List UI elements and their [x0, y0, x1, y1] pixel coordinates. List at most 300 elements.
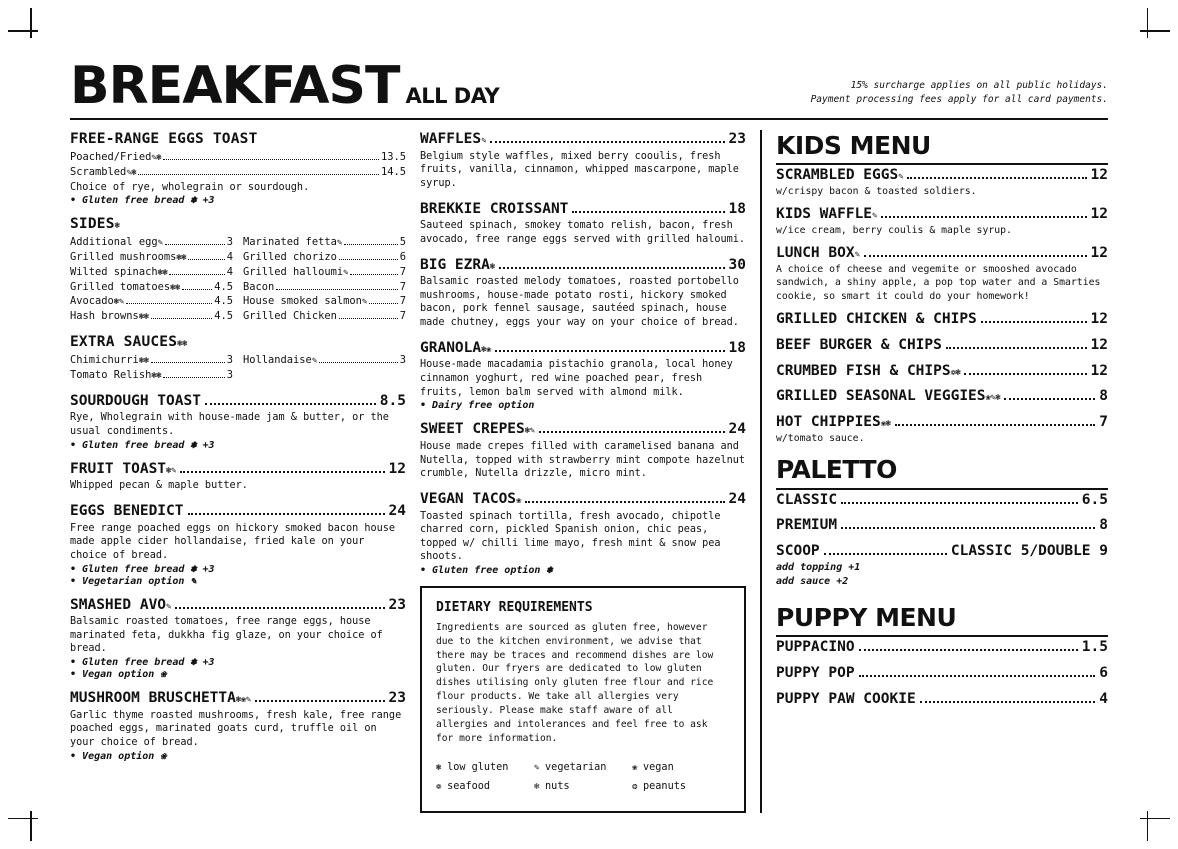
page-title: BREAKFAST — [70, 56, 400, 116]
section-title: SWEET CREPES — [420, 421, 525, 438]
section-title — [70, 215, 406, 233]
dietary-icons: ✎❃ — [126, 167, 137, 178]
section-heading-row — [70, 392, 406, 411]
legend-label: low gluten — [447, 761, 509, 773]
dietary-icons: ❀ — [516, 495, 521, 506]
menu-item-row — [70, 353, 233, 368]
paletto-item — [776, 542, 1108, 561]
paletto-note-sauce: add sauce +2 — [776, 575, 849, 587]
item-description: House made crepes filled with caramelised banana and Nutella, topped with strawberry mint compote hazelnut crumble, Nutella drizzle, micro mint. — [420, 440, 746, 480]
dietary-icons: ❃✎ — [113, 297, 124, 308]
section-heading-row — [776, 362, 1108, 381]
item-name: PUPPACINO — [776, 639, 855, 656]
leader-dots — [525, 501, 725, 503]
item-name: CLASSIC — [776, 491, 838, 508]
item-price: 7 — [399, 295, 406, 308]
item-price: 7 — [399, 280, 406, 293]
item-option: • Gluten free bread ❃ +3 — [70, 195, 406, 206]
item-name: SCRAMBLED EGGS — [776, 167, 899, 184]
kids-item — [776, 413, 1108, 445]
section-heading-row — [420, 256, 746, 275]
dietary-icons: ✎ — [157, 238, 163, 249]
dietary-requirements-box — [420, 586, 746, 813]
section-title: BREKKIE CROISSANT — [420, 200, 569, 217]
section-heading-row — [776, 205, 1108, 224]
column-three — [760, 130, 1108, 813]
dietary-icons: ✎ — [166, 601, 171, 612]
item-price: 7 — [399, 265, 406, 278]
item-description: Whipped pecan & maple butter. — [70, 480, 248, 492]
sauces-left — [70, 353, 233, 383]
kids-item — [776, 310, 1108, 329]
card-fee-note: Payment processing fees apply for all card payments. — [810, 94, 1108, 106]
item-name: Grilled mushrooms — [70, 251, 177, 264]
section-title-text: SIDES — [70, 216, 115, 233]
item-description: Choice of rye, wholegrain or sourdough. — [70, 181, 310, 193]
item-name: HOT CHIPPIES — [776, 414, 881, 431]
item-name: Scrambled — [70, 165, 127, 178]
item-name: PUPPY POP — [776, 665, 855, 682]
menu-item-row — [70, 294, 233, 309]
header-divider — [70, 118, 1108, 120]
dietary-icons: ❃ — [114, 221, 120, 232]
leader-dots — [151, 362, 225, 363]
kids-menu-title: KIDS MENU — [776, 130, 1108, 165]
menu-item-row — [70, 280, 233, 295]
leader-dots — [350, 274, 398, 275]
item-description: Balsamic roasted melody tomatoes, roasted portobello mushrooms, house-made potato rosti, hickory smoked bacon, pork fennel sausage, sautéed spinach, house made chutney, eggs your way on your choice of bread. — [420, 276, 739, 329]
menu-item-row — [70, 150, 406, 165]
item-description: w/crispy bacon & toasted soldiers. — [776, 186, 977, 198]
section-title-text: EXTRA SAUCES — [70, 333, 178, 350]
low-gluten-icon: ❃ — [436, 762, 441, 773]
leader-dots — [165, 244, 225, 245]
item-price: 4 — [226, 265, 233, 278]
dietary-icons: ✎ — [898, 172, 904, 183]
column-two — [420, 130, 760, 813]
section-title: FREE-RANGE EGGS TOAST — [70, 131, 258, 147]
dietary-title: DIETARY REQUIREMENTS — [436, 599, 593, 615]
section-smashed-avo — [70, 596, 406, 681]
puppy-item — [776, 664, 1108, 683]
section-heading-row — [776, 413, 1108, 432]
section-sides — [70, 215, 406, 324]
item-description: w/tomato sauce. — [776, 433, 865, 445]
kids-item — [776, 205, 1108, 237]
item-name: House smoked salmon — [243, 295, 362, 308]
paletto-note-topping: add topping +1 — [776, 562, 861, 574]
item-description: A choice of cheese and vegemite or smooshed avocado sandwich, a shiny apple, a pop top water and a Smarties cookie, so smart it could do your homework! — [776, 264, 1101, 302]
item-option: • Vegetarian option ✎ — [70, 576, 406, 587]
kids-item — [776, 362, 1108, 381]
leader-dots — [495, 350, 725, 352]
crop-mark-bottom-left-horizontal — [8, 818, 38, 820]
item-price: 1.5 — [1081, 639, 1108, 656]
section-title: WAFFLES — [420, 131, 482, 147]
leader-dots — [151, 318, 213, 319]
item-price: 3 — [399, 354, 406, 367]
section-heading-row — [776, 244, 1108, 263]
leader-dots — [539, 431, 725, 433]
item-price: 18 — [728, 339, 746, 356]
item-description: Balsamic roasted tomatoes, free range eggs, house marinated feta, dukkha fig glaze, on your choice of bread. — [70, 616, 383, 655]
item-name: GRILLED SEASONAL VEGGIES — [776, 388, 986, 405]
legend-item — [632, 777, 730, 796]
item-option: • Gluten free bread ❃ +3 — [70, 440, 406, 451]
item-name: Poached/Fried — [70, 151, 152, 164]
item-description: w/ice cream, berry coulis & maple syrup. — [776, 225, 1012, 237]
section-heading-row — [776, 542, 1108, 561]
leader-dots — [180, 471, 385, 473]
dietary-icons: ❃✎ — [524, 426, 535, 437]
menu-item-row — [70, 165, 406, 180]
paletto-item — [776, 491, 1108, 510]
dietary-icons: ❃❃ — [177, 338, 188, 349]
kids-item — [776, 166, 1108, 198]
leader-dots — [490, 141, 725, 143]
dietary-body: Ingredients are sourced as gluten free, however due to the kitchen environment, we advise that there may be traces and recommend dishes are low gluten. Our fryers are dedicated to low gluten dishes utilising only gluten free flour and rice flour products. We take all allergies very seriously. Please make staff aware of all allergies and intolerances and feel free to ask for more information. — [436, 621, 714, 744]
menu-item-row — [243, 294, 406, 309]
item-option: • Gluten free option ❃ — [420, 565, 746, 576]
puppy-item — [776, 690, 1108, 709]
leader-dots — [339, 318, 398, 319]
legend-item — [534, 777, 632, 796]
item-option: • Vegan option ❀ — [70, 751, 406, 762]
leader-dots — [895, 424, 1096, 426]
section-title: SMASHED AVO — [70, 596, 167, 613]
section-heading-row — [776, 491, 1108, 510]
page-subtitle: ALL DAY — [405, 84, 500, 108]
item-price: 4 — [226, 251, 233, 264]
section-paletto — [776, 454, 1108, 588]
menu-item-row — [70, 235, 233, 250]
item-price: 30 — [728, 256, 746, 273]
menu-item-row — [243, 353, 406, 368]
section-heading-row — [420, 490, 746, 509]
puppy-item — [776, 638, 1108, 657]
leader-dots — [841, 502, 1078, 504]
section-waffles — [420, 130, 746, 191]
sides-left — [70, 235, 233, 324]
dietary-icons: ✎ — [343, 267, 349, 278]
item-price: 4.5 — [214, 280, 233, 293]
menu-page — [70, 56, 1108, 813]
section-heading-row — [776, 516, 1108, 535]
menu-item-row — [243, 280, 406, 295]
dietary-icons: ✎ — [854, 250, 860, 261]
item-price: 4 — [1099, 691, 1108, 708]
dietary-icons: ❃❃ — [138, 312, 149, 323]
item-name: Hollandaise — [243, 354, 312, 367]
crop-mark-bottom-right-horizontal — [1140, 818, 1170, 820]
legend-label: vegetarian — [545, 761, 607, 773]
menu-item-row — [243, 309, 406, 324]
item-price: 18 — [728, 200, 746, 217]
item-option: • Gluten free bread ❃ +3 — [70, 657, 406, 668]
item-price: 8.5 — [379, 392, 406, 409]
item-price: 6 — [1099, 665, 1108, 682]
section-heading-row — [420, 420, 746, 439]
section-heading-row — [776, 166, 1108, 185]
menu-item-row — [70, 368, 233, 383]
section-mushroom-bruschetta — [70, 689, 406, 762]
legend-label: nuts — [545, 781, 570, 793]
section-granola — [420, 339, 746, 412]
menu-item-row — [70, 309, 233, 324]
item-price: 3 — [226, 236, 233, 249]
leader-dots — [841, 527, 1095, 529]
paletto-item — [776, 516, 1108, 535]
item-name: Marinated fetta — [243, 236, 337, 249]
item-description: Free range poached eggs on hickory smoked bacon house made apple cider hollandaise, fried kale on your choice of bread. — [70, 522, 396, 561]
item-name: KIDS WAFFLE — [776, 206, 873, 223]
item-name: LUNCH BOX — [776, 245, 855, 262]
legend-label: vegan — [643, 761, 674, 773]
section-big-ezra — [420, 256, 746, 330]
item-name: Grilled chorizo — [243, 251, 337, 264]
dietary-icons: ❃ — [489, 261, 495, 272]
dietary-icons: ✎ — [311, 356, 317, 367]
item-price: 3 — [226, 368, 233, 381]
leader-dots — [964, 373, 1086, 375]
crop-mark-top-right-horizontal — [1140, 30, 1170, 32]
leader-dots — [344, 244, 398, 245]
item-name: Tomato Relish — [70, 368, 152, 381]
item-price: 14.5 — [380, 165, 406, 178]
dietary-icons: ✎ — [481, 136, 487, 146]
dietary-icons: ❁❃ — [950, 367, 961, 378]
puppy-menu-title: PUPPY MENU — [776, 602, 1108, 637]
vegan-icon: ❀ — [631, 762, 637, 773]
leader-dots — [920, 701, 1096, 703]
column-one — [70, 130, 420, 813]
crop-mark-top-left-horizontal — [8, 30, 38, 32]
menu-item-row — [70, 265, 233, 280]
item-description: Toasted spinach tortilla, fresh avocado, chipotle charred corn, pickled Spanish onion, chic peas, topped w/ chilli lime mayo, fresh mint & snow pea shoots. — [420, 510, 721, 563]
title-group — [70, 56, 500, 116]
legend-label: seafood — [447, 781, 490, 793]
item-name: Grilled halloumi — [243, 265, 344, 278]
section-heading-row — [70, 689, 406, 708]
sauces-right — [243, 353, 406, 383]
section-eggs-benedict — [70, 502, 406, 587]
dietary-icons: ❀❃ — [880, 419, 891, 430]
item-option: • Dairy free option — [420, 400, 746, 411]
menu-columns — [70, 130, 1108, 813]
leader-dots — [339, 259, 398, 260]
leader-dots — [499, 267, 725, 269]
item-name: PREMIUM — [776, 517, 838, 534]
item-name: Chimichurri — [70, 354, 139, 367]
section-heading-row — [776, 690, 1108, 709]
menu-item-row — [70, 250, 233, 265]
dietary-icons: ❃✎ — [166, 465, 176, 476]
item-price: 24 — [728, 421, 746, 438]
item-price: 24 — [728, 490, 746, 507]
dietary-icons: ❃❃ — [151, 370, 162, 381]
dietary-icons: ✎ — [336, 238, 342, 249]
leader-dots — [175, 607, 385, 609]
dietary-icons: ❃❃ — [170, 282, 180, 293]
crop-mark-top-left-vertical — [30, 8, 32, 38]
item-price: 23 — [388, 596, 406, 613]
leader-dots — [319, 362, 398, 363]
section-title: GRANOLA — [420, 339, 482, 356]
leader-dots — [907, 177, 1086, 179]
dietary-icons: ❃❀ — [481, 344, 491, 355]
sides-right — [243, 235, 406, 324]
item-price: 12 — [1090, 310, 1108, 327]
item-description: Belgium style waffles, mixed berry cooulis, fresh fruits, vanilla, cinnamon, whipped mascarpone, maple syrup. — [420, 150, 739, 189]
dietary-icons: ✎❃ — [151, 153, 162, 164]
item-name: Grilled tomatoes — [70, 280, 171, 293]
section-title: FRUIT TOAST — [70, 460, 167, 477]
section-extra-sauces — [70, 333, 406, 383]
leader-dots — [946, 347, 1087, 349]
item-price: 12 — [1090, 336, 1108, 353]
item-price: 8 — [1099, 388, 1108, 405]
item-name: Wilted spinach — [70, 265, 158, 278]
leader-dots — [881, 216, 1087, 218]
leader-dots — [126, 303, 213, 304]
sides-two-columns — [70, 235, 406, 324]
item-price: 12 — [1090, 362, 1108, 379]
item-price: 3 — [226, 354, 233, 367]
menu-item-row — [243, 250, 406, 265]
menu-header — [70, 56, 1108, 116]
section-title: BIG EZRA — [420, 256, 490, 273]
dietary-icons: ❃❃ — [138, 356, 149, 367]
leader-dots — [188, 513, 385, 515]
item-price: 7 — [399, 310, 406, 323]
item-name: CRUMBED FISH & CHIPS — [776, 362, 951, 379]
item-price: CLASSIC 5/DOUBLE 9 — [950, 543, 1108, 560]
section-heading-row — [70, 596, 406, 615]
dietary-legend — [436, 758, 730, 797]
leader-dots — [824, 553, 947, 555]
item-name: Grilled Chicken — [243, 310, 337, 323]
item-price: 13.5 — [380, 151, 406, 164]
item-description: Garlic thyme roasted mushrooms, fresh kale, free range poached eggs, marinated goats curd, truffle oil on your choice of bread. — [70, 709, 402, 748]
section-title: EGGS BENEDICT — [70, 502, 184, 519]
leader-dots — [981, 321, 1087, 323]
item-description: Rye, Wholegrain with house-made jam & butter, or the usual condiments. — [70, 412, 389, 437]
item-price: 12 — [1090, 245, 1108, 262]
crop-mark-bottom-left-vertical — [30, 811, 32, 841]
dietary-icons: ✎ — [361, 297, 367, 308]
legend-label: peanuts — [643, 781, 686, 793]
item-price: 4.5 — [214, 295, 233, 308]
peanuts-icon: ❂ — [631, 782, 637, 793]
kids-item — [776, 336, 1108, 355]
leader-dots — [182, 289, 212, 290]
item-option: • Gluten free bread ❃ +3 — [70, 564, 406, 575]
section-fruit-toast — [70, 460, 406, 493]
menu-item-row — [243, 235, 406, 250]
seafood-icon: ❁ — [436, 782, 441, 793]
leader-dots — [205, 403, 376, 405]
section-heading-row — [70, 460, 406, 479]
section-title: SOURDOUGH TOAST — [70, 392, 201, 409]
sauces-two-columns — [70, 353, 406, 383]
dietary-icons: ❃❃ — [176, 253, 187, 264]
legend-item — [436, 758, 534, 777]
leader-dots — [163, 159, 379, 160]
vegetarian-icon: ✎ — [533, 762, 539, 773]
section-vegan-tacos — [420, 490, 746, 576]
section-heading-row — [776, 336, 1108, 355]
crop-mark-top-right-vertical — [1147, 8, 1149, 38]
item-price: 6.5 — [1081, 491, 1108, 508]
section-heading-row — [776, 387, 1108, 406]
nuts-icon: ❄ — [533, 782, 539, 793]
item-price: 12 — [1090, 206, 1108, 223]
section-heading-row — [776, 310, 1108, 329]
item-price: 7 — [1099, 414, 1108, 431]
section-kids-menu — [776, 130, 1108, 445]
item-price: 4.5 — [214, 310, 233, 323]
section-title: VEGAN TACOS — [420, 490, 517, 507]
section-heading-row — [70, 502, 406, 521]
section-heading-row — [420, 339, 746, 358]
paletto-title: PALETTO — [776, 454, 1108, 489]
item-name: PUPPY PAW COOKIE — [776, 691, 916, 708]
menu-item-row — [243, 265, 406, 280]
item-price: 12 — [388, 460, 406, 477]
surcharge-note: 15% surcharge applies on all public holidays. — [850, 79, 1108, 91]
kids-item — [776, 387, 1108, 406]
item-price: 6 — [399, 251, 406, 264]
section-heading-row — [776, 664, 1108, 683]
legend-item — [632, 758, 730, 777]
dietary-icons: ❃❀✎ — [235, 695, 251, 706]
item-name: Hash browns — [70, 310, 139, 323]
item-name: SCOOP — [776, 543, 820, 560]
leader-dots — [369, 303, 398, 304]
section-brekkie-croissant — [420, 200, 746, 247]
leader-dots — [859, 675, 1096, 677]
dietary-icons: ❀✎❃ — [985, 393, 1001, 404]
item-price: 8 — [1099, 517, 1108, 534]
legend-item — [534, 758, 632, 777]
item-name: BEEF BURGER & CHIPS — [776, 336, 942, 353]
dietary-icons: ✎ — [872, 211, 877, 222]
item-price: 23 — [388, 690, 406, 707]
item-description: House-made macadamia pistachio granola, local honey cinnamon yoghurt, red wine poached pear, fresh fruits, lemon balm served with almond milk. — [420, 359, 733, 398]
leader-dots — [138, 174, 379, 175]
section-puppy-menu — [776, 602, 1108, 709]
section-heading-row — [420, 200, 746, 219]
section-heading-row — [776, 638, 1108, 657]
leader-dots — [864, 255, 1087, 257]
item-price: 12 — [1090, 167, 1108, 184]
item-name: Bacon — [243, 280, 275, 293]
kids-item — [776, 244, 1108, 303]
section-title — [70, 333, 406, 351]
leader-dots — [169, 274, 224, 275]
leader-dots — [572, 211, 724, 213]
section-free-range-eggs-toast — [70, 130, 406, 206]
item-name: GRILLED CHICKEN & CHIPS — [776, 310, 977, 327]
item-price: 23 — [728, 131, 746, 147]
item-price: 5 — [399, 236, 406, 249]
item-option: • Vegan option ❀ — [70, 669, 406, 680]
leader-dots — [188, 259, 225, 260]
leader-dots — [163, 377, 225, 378]
item-name: Avocado — [70, 295, 114, 308]
dietary-icons: ❃❃ — [157, 267, 168, 278]
section-title: MUSHROOM BRUSCHETTA — [70, 690, 236, 707]
